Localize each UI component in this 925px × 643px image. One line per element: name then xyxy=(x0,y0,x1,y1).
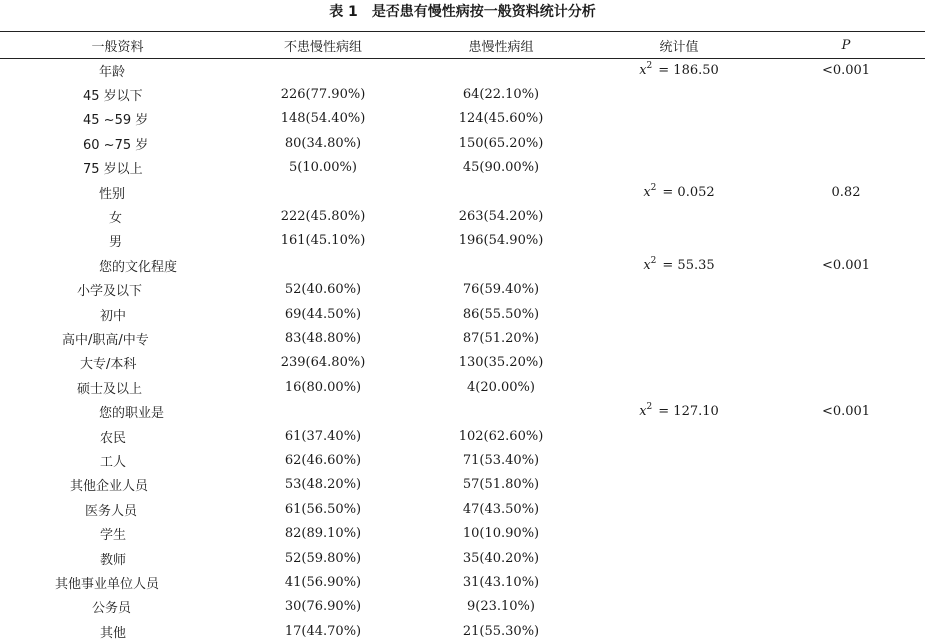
statistic-value xyxy=(591,82,767,106)
group-label: 您的文化程度 xyxy=(99,259,178,275)
header-p-value: P xyxy=(841,37,851,53)
table-row xyxy=(0,546,925,570)
statistic-value xyxy=(591,595,767,619)
table-row xyxy=(0,82,925,106)
no-chronic-value: 80(34.80%) xyxy=(284,135,362,151)
no-chronic-value: 161(45.10%) xyxy=(280,233,366,249)
p-value xyxy=(767,302,925,326)
p-value xyxy=(767,521,925,545)
p-value: <0.001 xyxy=(821,62,871,78)
row-label: 其他企业人员 xyxy=(70,479,149,495)
table-row xyxy=(0,229,925,253)
statistic-value xyxy=(591,497,767,521)
group-row xyxy=(0,253,925,277)
statistic-value xyxy=(591,326,767,350)
statistic-value xyxy=(591,448,767,472)
chronic-value: 10(10.90%) xyxy=(462,526,540,542)
row-label: 初中 xyxy=(100,308,127,324)
chi-square-value: = 186.50 xyxy=(658,62,719,78)
row-label: 公务员 xyxy=(92,601,132,617)
chronic-value: 76(59.40%) xyxy=(462,282,540,298)
p-value xyxy=(767,131,925,155)
statistic-value xyxy=(591,302,767,326)
chronic-value: 9(23.10%) xyxy=(467,599,535,615)
row-label: 高中/职高/中专 xyxy=(62,332,149,348)
statistic-value xyxy=(591,278,767,302)
chronic-value: 102(62.60%) xyxy=(458,428,544,444)
statistic-value xyxy=(591,399,767,423)
statistic-value xyxy=(591,107,767,131)
no-chronic-value: 222(45.80%) xyxy=(280,209,366,225)
chi-square-exponent: 2 xyxy=(650,255,657,266)
no-chronic-value: 52(40.60%) xyxy=(284,282,362,298)
chronic-value xyxy=(411,399,591,423)
p-value xyxy=(767,473,925,497)
p-value xyxy=(767,619,925,643)
chi-square-symbol: x xyxy=(643,184,651,200)
statistic-value xyxy=(591,473,767,497)
chronic-value: 57(51.80%) xyxy=(462,477,540,493)
p-value xyxy=(767,375,925,399)
no-chronic-value: 239(64.80%) xyxy=(280,355,366,371)
header-statistic: 统计值 xyxy=(659,39,699,55)
row-label: 大专/本科 xyxy=(80,357,137,373)
statistic-value xyxy=(591,58,767,82)
table-row xyxy=(0,619,925,643)
p-value xyxy=(767,497,925,521)
table-row xyxy=(0,131,925,155)
chi-square-symbol: x xyxy=(643,257,651,273)
p-value xyxy=(767,204,925,228)
chronic-value: 263(54.20%) xyxy=(458,209,544,225)
no-chronic-value: 61(37.40%) xyxy=(284,428,362,444)
group-row xyxy=(0,58,925,82)
chronic-value: 4(20.00%) xyxy=(467,379,535,395)
no-chronic-value: 30(76.90%) xyxy=(284,599,362,615)
no-chronic-value xyxy=(235,58,411,82)
row-label: 75 岁以上 xyxy=(83,162,143,178)
table-row xyxy=(0,107,925,131)
chronic-value: 35(40.20%) xyxy=(462,550,540,566)
statistic-value xyxy=(591,351,767,375)
no-chronic-value: 53(48.20%) xyxy=(284,477,362,493)
chronic-value xyxy=(411,253,591,277)
chronic-value: 86(55.50%) xyxy=(462,306,540,322)
no-chronic-value: 226(77.90%) xyxy=(280,87,366,103)
statistic-value xyxy=(591,546,767,570)
table-row xyxy=(0,351,925,375)
group-label: 年龄 xyxy=(99,64,126,80)
p-value xyxy=(767,107,925,131)
chi-square-symbol: x xyxy=(639,404,647,420)
chronic-value: 71(53.40%) xyxy=(462,452,540,468)
group-row xyxy=(0,180,925,204)
header-chronic: 患慢性病组 xyxy=(468,39,534,55)
table-row xyxy=(0,326,925,350)
chronic-value xyxy=(411,58,591,82)
no-chronic-value xyxy=(235,180,411,204)
no-chronic-value: 148(54.40%) xyxy=(280,111,366,127)
row-label: 硕士及以上 xyxy=(77,381,143,397)
no-chronic-value xyxy=(235,399,411,423)
no-chronic-value: 17(44.70%) xyxy=(284,623,362,639)
p-value xyxy=(767,278,925,302)
statistic-value xyxy=(591,521,767,545)
row-label: 教师 xyxy=(100,552,127,568)
table-row xyxy=(0,473,925,497)
row-label: 60 ~75 岁 xyxy=(83,137,149,153)
table-row xyxy=(0,204,925,228)
chronic-value xyxy=(411,180,591,204)
table-number: 表 1 xyxy=(329,4,358,20)
table-caption xyxy=(0,2,925,22)
chi-square-exponent: 2 xyxy=(650,182,657,193)
table-title: 是否患有慢性病按一般资料统计分析 xyxy=(371,4,596,20)
row-label: 学生 xyxy=(100,528,127,544)
no-chronic-value: 83(48.80%) xyxy=(284,330,362,346)
table-row xyxy=(0,570,925,594)
chronic-value: 124(45.60%) xyxy=(458,111,544,127)
no-chronic-value: 52(59.80%) xyxy=(284,550,362,566)
row-label: 45 岁以下 xyxy=(83,89,143,105)
no-chronic-value: 82(89.10%) xyxy=(284,526,362,542)
chronic-value: 45(90.00%) xyxy=(462,160,540,176)
chronic-value: 87(51.20%) xyxy=(462,330,540,346)
p-value: <0.001 xyxy=(821,404,871,420)
chi-square-value: = 0.052 xyxy=(662,184,715,200)
row-label: 男 xyxy=(109,235,123,251)
table-row xyxy=(0,595,925,619)
row-label: 小学及以下 xyxy=(77,284,143,300)
p-value xyxy=(767,229,925,253)
chronic-value: 196(54.90%) xyxy=(458,233,544,249)
statistic-value xyxy=(591,424,767,448)
group-label: 您的职业是 xyxy=(99,406,165,422)
group-label: 性别 xyxy=(99,186,126,202)
p-value xyxy=(767,570,925,594)
table-row xyxy=(0,424,925,448)
table-row xyxy=(0,156,925,180)
row-label: 工人 xyxy=(100,454,127,470)
table-row xyxy=(0,302,925,326)
p-value xyxy=(767,156,925,180)
no-chronic-value: 62(46.60%) xyxy=(284,452,362,468)
header-row xyxy=(0,32,925,58)
p-value xyxy=(767,326,925,350)
chronic-value: 47(43.50%) xyxy=(462,501,540,517)
table-row xyxy=(0,375,925,399)
statistic-value xyxy=(591,253,767,277)
p-value: <0.001 xyxy=(821,257,871,273)
no-chronic-value: 61(56.50%) xyxy=(284,501,362,517)
table-row xyxy=(0,448,925,472)
chi-square-value: = 127.10 xyxy=(658,404,719,420)
chi-square-exponent: 2 xyxy=(646,402,653,413)
header-no-chronic: 不患慢性病组 xyxy=(283,39,362,55)
no-chronic-value: 5(10.00%) xyxy=(289,160,357,176)
p-value xyxy=(767,546,925,570)
statistic-value xyxy=(591,131,767,155)
chronic-value: 64(22.10%) xyxy=(462,87,540,103)
statistic-value xyxy=(591,156,767,180)
table-row xyxy=(0,497,925,521)
no-chronic-value: 41(56.90%) xyxy=(284,574,362,590)
p-value xyxy=(767,448,925,472)
chronic-value: 31(43.10%) xyxy=(462,574,540,590)
row-label: 其他事业单位人员 xyxy=(55,576,160,592)
p-value xyxy=(767,424,925,448)
table-body xyxy=(0,58,925,643)
statistic-value xyxy=(591,375,767,399)
row-label: 农民 xyxy=(100,430,127,446)
no-chronic-value: 16(80.00%) xyxy=(284,379,362,395)
row-label: 女 xyxy=(109,211,123,227)
row-label: 医务人员 xyxy=(85,503,138,519)
chi-square-exponent: 2 xyxy=(646,60,653,71)
no-chronic-value: 69(44.50%) xyxy=(284,306,362,322)
group-row xyxy=(0,399,925,423)
data-table xyxy=(0,32,925,643)
header-general-info: 一般资料 xyxy=(91,39,144,55)
statistic-value xyxy=(591,570,767,594)
statistic-value xyxy=(591,619,767,643)
statistic-value xyxy=(591,180,767,204)
statistic-value xyxy=(591,204,767,228)
chronic-value: 21(55.30%) xyxy=(462,623,540,639)
p-value xyxy=(767,351,925,375)
p-value xyxy=(767,595,925,619)
chi-square-value: = 55.35 xyxy=(662,257,715,273)
row-label: 45 ~59 岁 xyxy=(83,113,149,129)
chronic-value: 130(35.20%) xyxy=(458,355,544,371)
p-value xyxy=(767,82,925,106)
table-row xyxy=(0,521,925,545)
chi-square-symbol: x xyxy=(639,62,647,78)
statistic-value xyxy=(591,229,767,253)
row-label: 其他 xyxy=(100,625,127,641)
chronic-value: 150(65.20%) xyxy=(458,135,544,151)
p-value: 0.82 xyxy=(831,184,861,200)
no-chronic-value xyxy=(235,253,411,277)
table-row xyxy=(0,278,925,302)
